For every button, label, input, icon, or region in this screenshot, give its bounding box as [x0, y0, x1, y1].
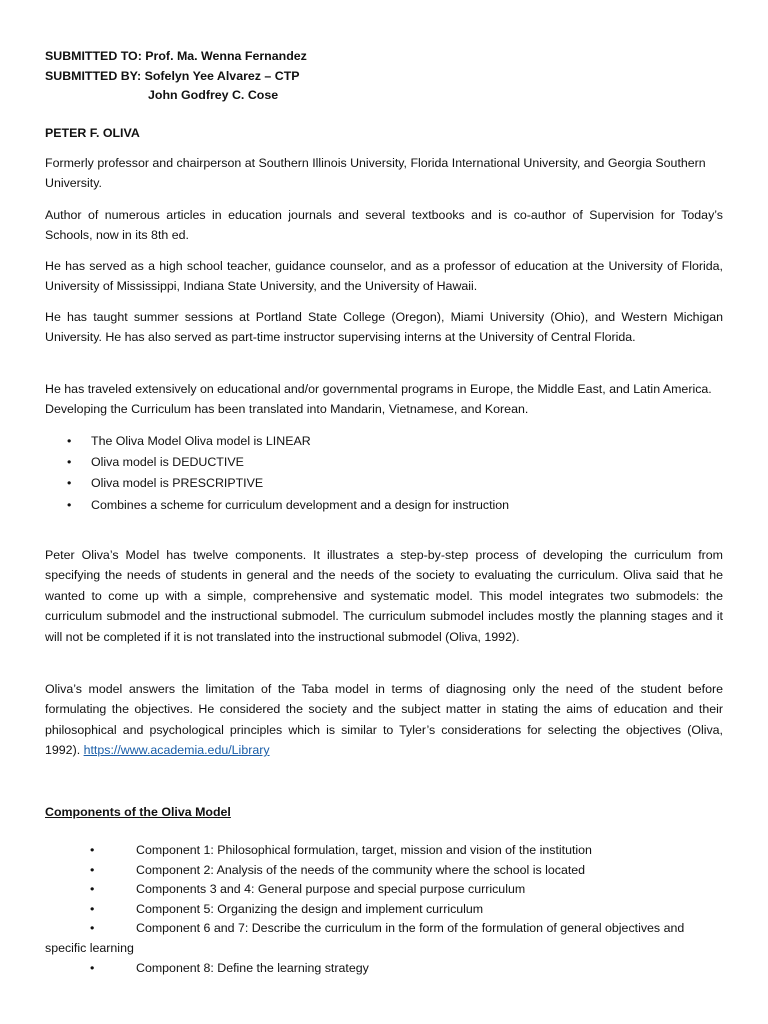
model-paragraph-2-text: Oliva’s model answers the limitation of the Taba model in terms of diagnosing only the need of the student before formulating the objectives. He considered the society and the subject matter in stating the aims of education and their philosophical and psychological principles which is similar to Tyler’s considerations for selecting the objectives (Oliva, 1992). — [45, 682, 723, 758]
list-item — [45, 879, 725, 899]
list-item — [45, 899, 725, 919]
bullet-icon: • — [67, 434, 72, 448]
bio-paragraph-4: He has taught summer sessions at Portland State College (Oregon), Miami University (Ohio), and Western Michigan University. He has also served as part-time instructor supervising interns at the University of Central Florida. — [45, 310, 723, 345]
bullet-icon: • — [67, 455, 72, 469]
bullet-icon: • — [90, 843, 95, 857]
model-paragraph-1: Peter Oliva’s Model has twelve components. It illustrates a step-by-step process of developing the curriculum from specifying the needs of students in general and the needs of the society to evaluating the curriculum. Oliva said that he wanted to come up with a simple, comprehensive and systematic model. This model integrates two submodels: the curriculum submodel and the instructional submodel. The curriculum submodel includes mostly the planning stages and it will not be completed if it is not translated into the instructional submodel (Oliva, 1992). — [45, 548, 723, 644]
list-item-text: Oliva model is DEDUCTIVE — [91, 455, 244, 469]
list-item — [45, 958, 725, 978]
page-title: PETER F. OLIVA — [45, 126, 140, 140]
components-heading: Components of the Oliva Model — [45, 805, 231, 819]
list-item — [67, 452, 244, 472]
list-item-text: Combines a scheme for curriculum development and a design for instruction — [91, 498, 510, 512]
bullet-icon: • — [90, 863, 95, 877]
bullet-icon: • — [90, 921, 95, 935]
list-item — [67, 495, 509, 515]
bullet-icon: • — [67, 476, 72, 490]
list-item-text: Component 5: Organizing the design and implement curriculum — [136, 902, 484, 916]
submitted-by-line — [45, 66, 300, 86]
list-item — [45, 860, 725, 880]
submitted-by-second: John Godfrey C. Cose — [148, 88, 279, 102]
bio-paragraph-3: He has served as a high school teacher, guidance counselor, and as a professor of education at the University of Florida, University of Mississippi, Indiana State University, and the University of Hawaii. — [45, 259, 723, 294]
list-item-text: Oliva model is PRESCRIPTIVE — [91, 476, 264, 490]
submitted-to-line — [45, 46, 307, 66]
submitted-by-value: Sofelyn Yee Alvarez – CTP — [144, 69, 300, 83]
list-item-text: The Oliva Model Oliva model is LINEAR — [91, 434, 311, 448]
list-item — [45, 918, 725, 959]
model-paragraph-2 — [45, 679, 723, 761]
bullet-icon: • — [90, 902, 95, 916]
list-item — [67, 431, 311, 451]
bio-paragraph-1: Formerly professor and chairperson at Southern Illinois University, Florida International University, and Georgia Southern University. — [45, 156, 706, 191]
list-item — [67, 473, 263, 493]
submitted-by-label: SUBMITTED BY: — [45, 69, 142, 83]
academia-link[interactable]: https://www.academia.edu/Library — [83, 743, 270, 758]
list-item-text: Component 8: Define the learning strategy — [136, 961, 369, 975]
list-item-text: Component 6 and 7: Describe the curriculum in the form of the formulation of general objectives and specific learning — [45, 921, 685, 956]
list-item-text: Components 3 and 4: General purpose and special purpose curriculum — [136, 882, 526, 896]
bio-paragraph-2: Author of numerous articles in education journals and several textbooks and is co-author of Supervision for Today’s Schools, now in its 8th ed. — [45, 208, 723, 243]
bullet-icon: • — [67, 498, 72, 512]
bullet-icon: • — [90, 961, 95, 975]
list-item — [45, 840, 725, 860]
submitted-to-label: SUBMITTED TO: — [45, 49, 142, 63]
bio-paragraph-5: He has traveled extensively on educational and/or governmental programs in Europe, the Middle East, and Latin America. Developing the Curriculum has been translated into Mandarin, Vietnamese, and Korean. — [45, 382, 712, 417]
bullet-icon: • — [90, 882, 95, 896]
list-item-text: Component 2: Analysis of the needs of the community where the school is located — [136, 863, 586, 877]
list-item-text: Component 1: Philosophical formulation, target, mission and vision of the institution — [136, 843, 592, 857]
submitted-to-value: Prof. Ma. Wenna Fernandez — [145, 49, 307, 63]
